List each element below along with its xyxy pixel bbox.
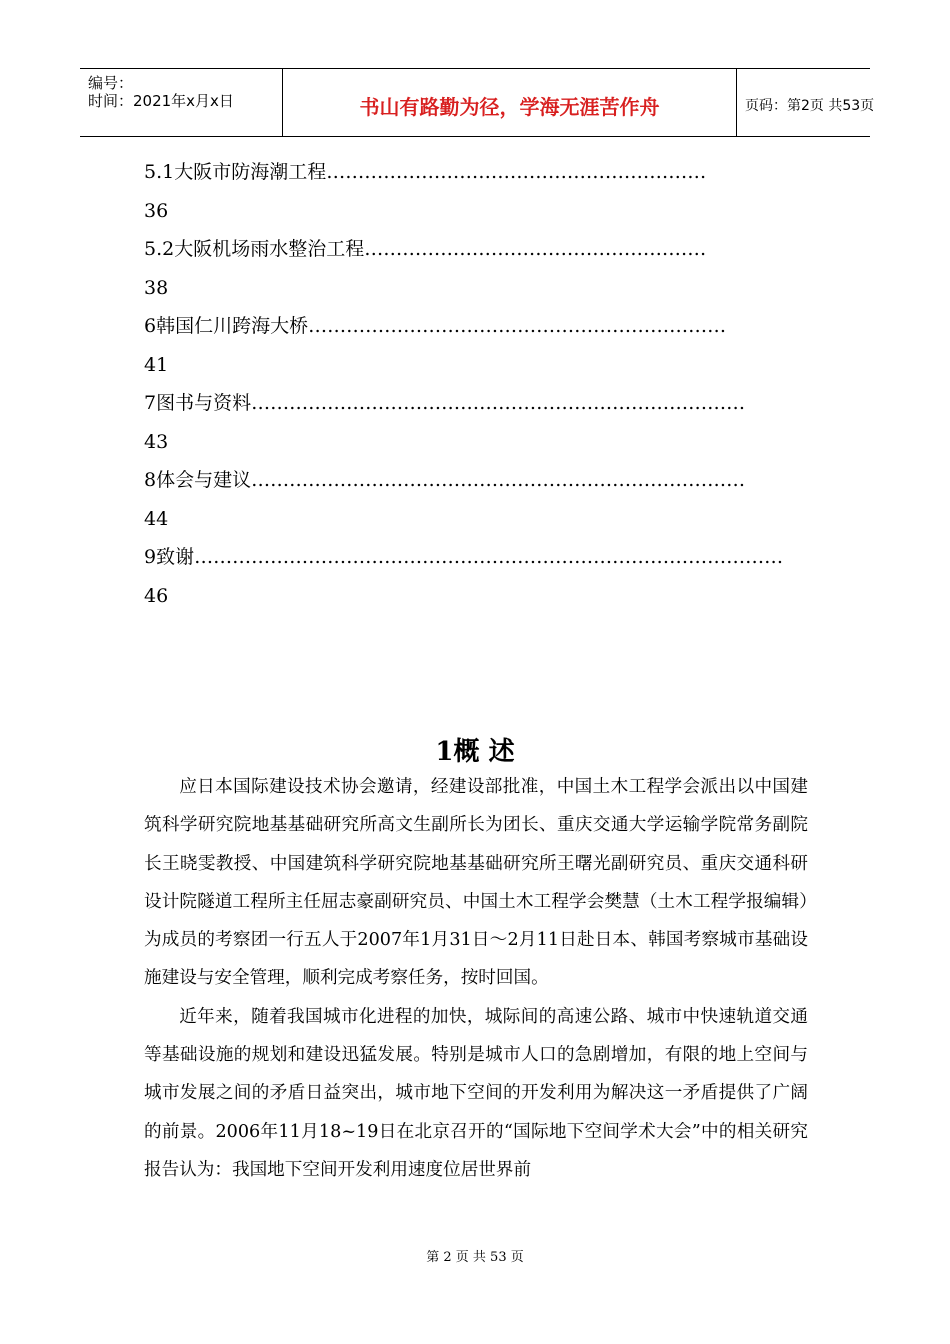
body-paragraph: 应日本国际建设技术协会邀请，经建设部批准，中国土木工程学会派出以中国建筑科学研究院地基基础研究所高文生副所长为团长、重庆交通大学运输学院常务副院长王晓雯教授、中国建筑科学研究院地基基础研究所王曙光副研究员、重庆交通科研设计院隧道工程所主任屈志豪副研究员、中国土木工程学会樊慧（土木工程学报编辑）为成员的考察团一行五人于2007年1月31日～2月11日赴日本、韩国考察城市基础设施建设与安全管理，顺利完成考察任务，按时回国。 (144, 777, 808, 989)
toc-entry-title: 8体会与建议 (144, 469, 252, 491)
toc-entry[interactable] (144, 312, 814, 389)
toc-leader-dots: …………………………………………………………………… (251, 392, 746, 414)
document-header (80, 68, 875, 137)
toc-leader-dots: ………………………………………………………………………………… (194, 546, 784, 568)
toc-entry-title: 7图书与资料 (144, 392, 252, 414)
header-motto-cell (282, 69, 737, 136)
toc-entry-page: 36 (144, 200, 169, 222)
page-info: 页码：第2页 共53页 (745, 98, 875, 114)
header-meta-cell (80, 69, 282, 136)
toc-entry-page: 46 (144, 585, 169, 607)
toc-entry-page: 44 (144, 508, 169, 530)
toc-entry-page: 43 (144, 431, 169, 453)
toc-entry[interactable] (144, 389, 814, 466)
toc-entry-page: 41 (144, 354, 169, 376)
header-page-cell (736, 69, 875, 136)
toc-leader-dots: …………………………………………………………………… (251, 469, 746, 491)
section-title: 1概 述 (435, 737, 515, 767)
toc-entry-title: 5.1大阪市防海潮工程 (144, 161, 327, 183)
toc-entry-title: 5.2大阪机场雨水整治工程 (144, 238, 365, 260)
body-paragraph: 近年来，随着我国城市化进程的加快，城际间的高速公路、城市中快速轨道交通等基础设施的规划和建设迅猛发展。特别是城市人口的急剧增加，有限的地上空间与城市发展之间的矛盾日益突出，城市地下空间的开发利用为解决这一矛盾提供了广阔的前景。2006年11月18~19日在北京召开的“国际地下空间学术大会”中的相关研究报告认为：我国地下空间开发利用速度位居世界前 (144, 1006, 808, 1180)
section-body (144, 768, 808, 1189)
table-of-contents (144, 158, 814, 620)
toc-entry[interactable] (144, 158, 814, 235)
toc-leader-dots: …………………………………………………… (326, 161, 707, 183)
toc-entry-page: 38 (144, 277, 169, 299)
serial-label: 编号： (88, 74, 134, 92)
motto: 书山有路勤为径，学海无涯苦作舟 (359, 95, 660, 119)
toc-entry[interactable] (144, 466, 814, 543)
toc-leader-dots: ……………………………………………… (364, 238, 707, 260)
page-footer: 第 2 页 共 53 页 (426, 1250, 524, 1265)
toc-entry-title: 6韩国仁川跨海大桥 (144, 315, 309, 337)
toc-entry[interactable] (144, 543, 814, 620)
toc-entry[interactable] (144, 235, 814, 312)
toc-entry-title: 9致谢 (144, 546, 195, 568)
toc-leader-dots: ………………………………………………………… (308, 315, 727, 337)
time-label: 时间：2021年x月x日 (88, 92, 234, 110)
